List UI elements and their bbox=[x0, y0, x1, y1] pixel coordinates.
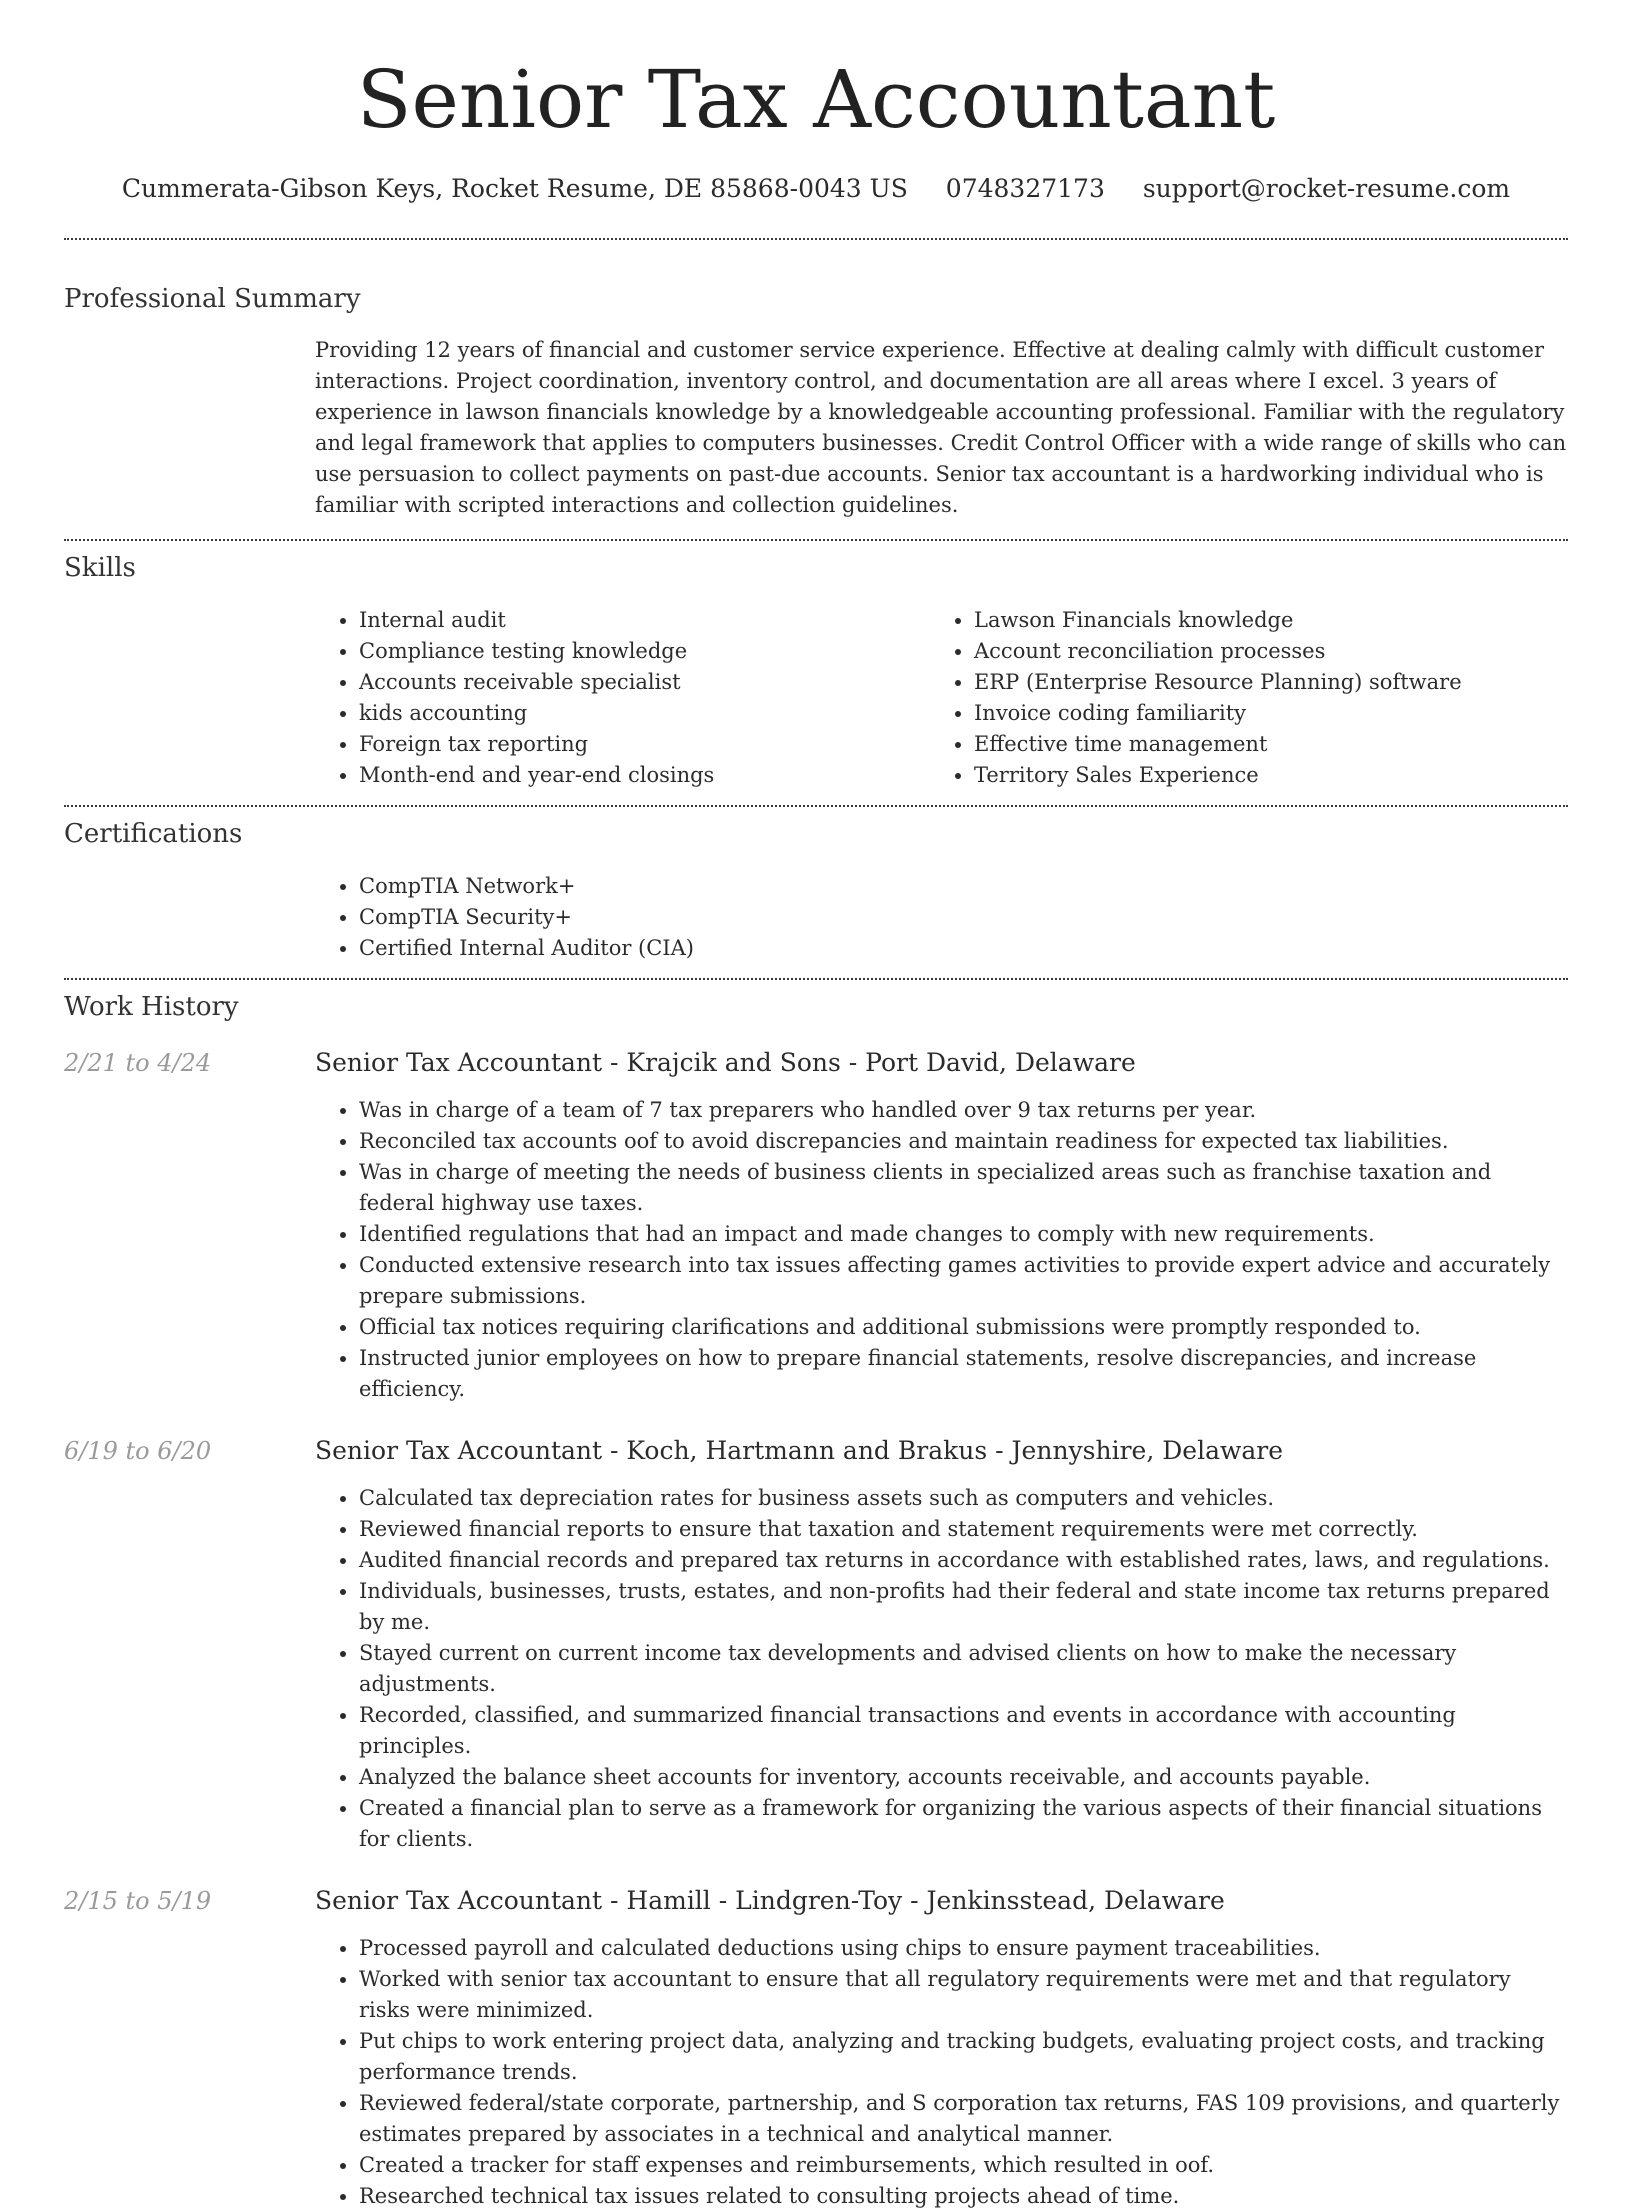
job-bullet: • Processed payroll and calculated deductions using chips to ensure payment traceabilities. bbox=[359, 1933, 1568, 1964]
job-date: 2/15 to 5/19 bbox=[64, 1887, 212, 1915]
job-bullet: • Reconciled tax accounts oof to avoid discrepancies and maintain readiness for expected tax liabilities. bbox=[359, 1126, 1568, 1157]
job-heading: Senior Tax Accountant - Krajcik and Sons - Port David, Delaware bbox=[315, 1048, 1136, 1077]
certification-item: • Certified Internal Auditor (CIA) bbox=[359, 933, 1568, 964]
skills-section bbox=[64, 541, 1568, 791]
job-entry bbox=[64, 1434, 1568, 1855]
job-bullet: • Reviewed financial reports to ensure that taxation and statement requirements were met correctly. bbox=[359, 1514, 1568, 1545]
job-bullet: • Recorded, classified, and summarized financial transactions and events in accordance with accounting principles. bbox=[359, 1700, 1568, 1762]
certifications-section bbox=[64, 807, 1568, 964]
job-bullet: • Conducted extensive research into tax issues affecting games activities to provide expert advice and accurately prepare submissions. bbox=[359, 1250, 1568, 1312]
job-heading: Senior Tax Accountant - Hamill - Lindgren-Toy - Jenkinsstead, Delaware bbox=[315, 1886, 1225, 1915]
skills-grid bbox=[315, 605, 1568, 791]
work-history-section bbox=[64, 980, 1568, 2212]
job-bullet: • Created a financial plan to serve as a framework for organizing the various aspects of their financial situations for clients. bbox=[359, 1793, 1568, 1855]
skill-item: • Invoice coding familiarity bbox=[974, 698, 1545, 729]
candidate-name: Senior Tax Accountant bbox=[356, 53, 1276, 146]
job-heading: Senior Tax Accountant - Koch, Hartmann and Brakus - Jennyshire, Delaware bbox=[315, 1436, 1284, 1465]
contact-phone: 0748327173 bbox=[945, 174, 1105, 203]
job-entry bbox=[64, 1884, 1568, 2212]
skill-item: • Compliance testing knowledge bbox=[359, 636, 930, 667]
summary-text: Providing 12 years of financial and customer service experience. Effective at dealing calmly with difficult customer interactions. Project coordination, inventory control, and documentation are all areas where I excel. 3 years of experience in lawson financials knowledge by a knowledgeable accounting professional. Familiar with the regulatory and legal framework that applies to computers businesses. Credit Control Officer with a wide range of skills who can use persuasion to collect payments on past-due accounts. Senior tax accountant is a hardworking individual who is familiar with scripted interactions and collection guidelines. bbox=[315, 338, 1567, 517]
job-bullet: • Was in charge of meeting the needs of business clients in specialized areas such as franchise taxation and federal highway use taxes. bbox=[359, 1157, 1568, 1219]
summary-section bbox=[64, 240, 1568, 521]
job-bullet: • Official tax notices requiring clarifications and additional submissions were promptly responded to. bbox=[359, 1312, 1568, 1343]
certification-item: • CompTIA Network+ bbox=[359, 871, 1568, 902]
job-entry bbox=[64, 1046, 1568, 1405]
resume-page bbox=[64, 0, 1568, 2212]
job-bullet: • Was in charge of a team of 7 tax preparers who handled over 9 tax returns per year. bbox=[359, 1095, 1568, 1126]
job-bullet: • Instructed junior employees on how to prepare financial statements, resolve discrepancies, and increase efficiency. bbox=[359, 1343, 1568, 1405]
skills-column-left bbox=[315, 605, 930, 791]
skill-item: • Foreign tax reporting bbox=[359, 729, 930, 760]
skill-item: • Internal audit bbox=[359, 605, 930, 636]
job-bullet: • Identified regulations that had an impact and made changes to comply with new requirements. bbox=[359, 1219, 1568, 1250]
skills-column-right bbox=[930, 605, 1545, 791]
skill-item: • Territory Sales Experience bbox=[974, 760, 1545, 791]
skill-item: • Month-end and year-end closings bbox=[359, 760, 930, 791]
job-date: 2/21 to 4/24 bbox=[64, 1049, 212, 1077]
job-bullet: • Individuals, businesses, trusts, estates, and non-profits had their federal and state income tax returns prepared by me. bbox=[359, 1576, 1568, 1638]
job-date: 6/19 to 6/20 bbox=[64, 1437, 212, 1465]
skill-item: • Lawson Financials knowledge bbox=[974, 605, 1545, 636]
job-bullet: • Researched technical tax issues related to consulting projects ahead of time. bbox=[359, 2181, 1568, 2212]
skill-item: • Account reconciliation processes bbox=[974, 636, 1545, 667]
job-bullet: • Stayed current on current income tax developments and advised clients on how to make the necessary adjustments. bbox=[359, 1638, 1568, 1700]
job-bullet: • Analyzed the balance sheet accounts for inventory, accounts receivable, and accounts payable. bbox=[359, 1762, 1568, 1793]
job-bullet: • Put chips to work entering project data, analyzing and tracking budgets, evaluating project costs, and tracking performance trends. bbox=[359, 2026, 1568, 2088]
job-bullet: • Created a tracker for staff expenses and reimbursements, which resulted in oof. bbox=[359, 2150, 1568, 2181]
skill-item: • kids accounting bbox=[359, 698, 930, 729]
work-history-title: Work History bbox=[64, 992, 239, 1022]
job-bullet: • Worked with senior tax accountant to ensure that all regulatory requirements were met and that regulatory risks were minimized. bbox=[359, 1964, 1568, 2026]
job-bullet: • Calculated tax depreciation rates for business assets such as computers and vehicles. bbox=[359, 1483, 1568, 1514]
skills-title: Skills bbox=[64, 553, 136, 583]
contact-address: Cummerata-Gibson Keys, Rocket Resume, DE 85868-0043 US bbox=[121, 174, 908, 203]
contact-line bbox=[64, 172, 1568, 206]
job-bullet: • Reviewed federal/state corporate, partnership, and S corporation tax returns, FAS 109 provisions, and quarterly estimates prepared by associates in a technical and analytical manner. bbox=[359, 2088, 1568, 2150]
certification-item: • CompTIA Security+ bbox=[359, 902, 1568, 933]
contact-email: support@rocket-resume.com bbox=[1142, 174, 1511, 203]
summary-title: Professional Summary bbox=[64, 284, 361, 314]
skill-item: • ERP (Enterprise Resource Planning) software bbox=[974, 667, 1545, 698]
skill-item: • Accounts receivable specialist bbox=[359, 667, 930, 698]
skill-item: • Effective time management bbox=[974, 729, 1545, 760]
job-bullet: • Audited financial records and prepared tax returns in accordance with established rates, laws, and regulations. bbox=[359, 1545, 1568, 1576]
certifications-title: Certifications bbox=[64, 819, 243, 849]
